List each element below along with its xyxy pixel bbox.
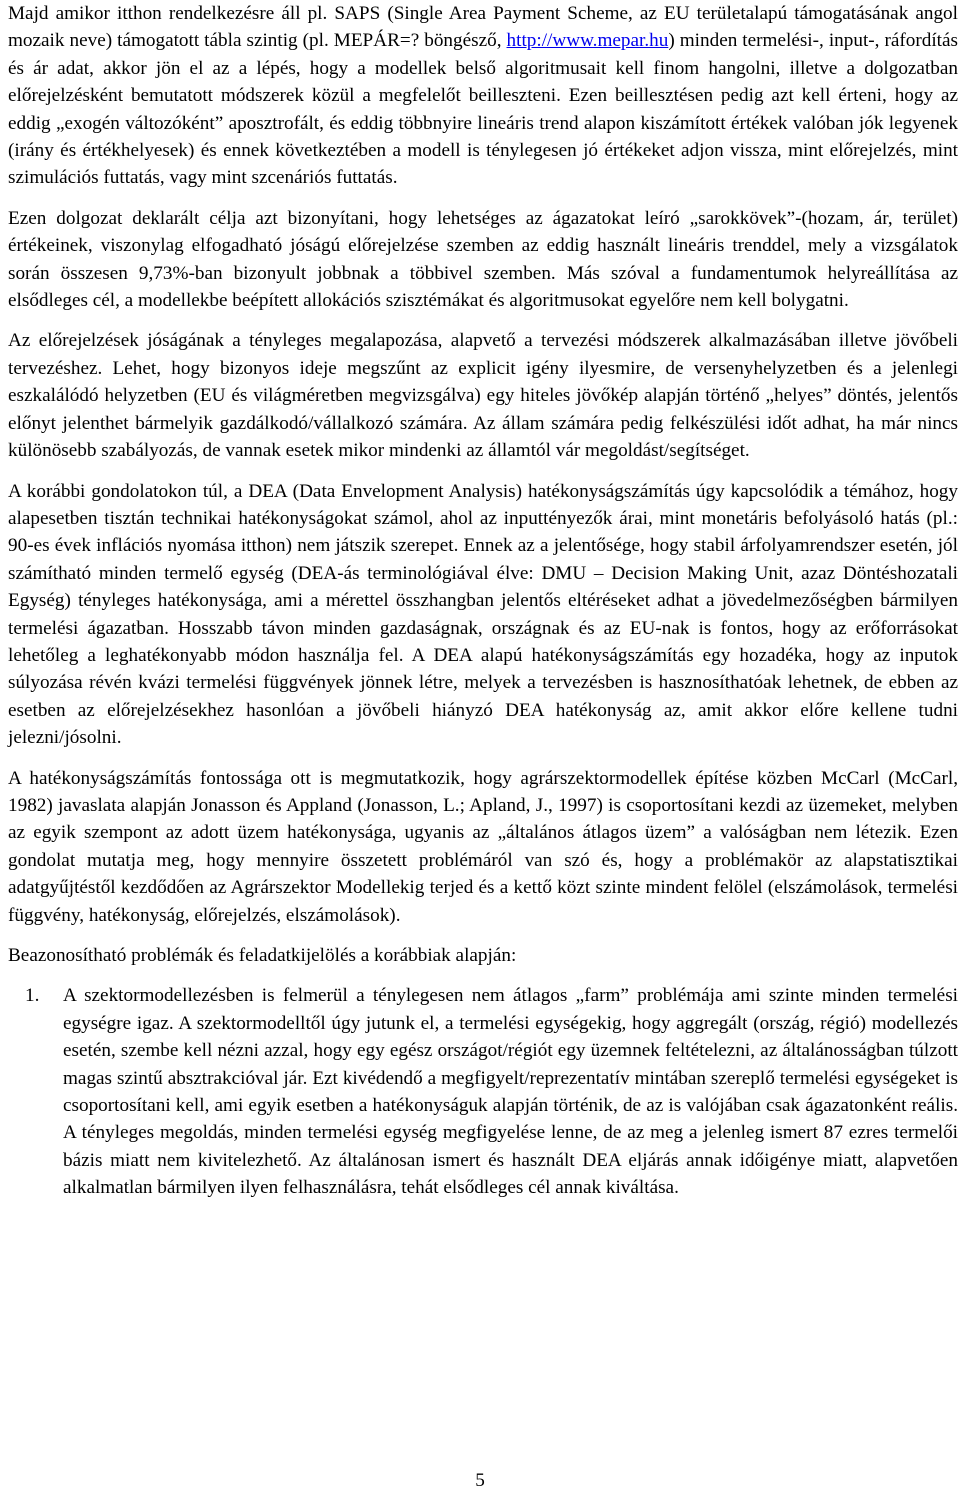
- paragraph-3: Az előrejelzések jóságának a tényleges megalapozása, alapvető a tervezési módszerek alkalmazásában illetve jövőbeli tervezéshez. Lehet, hogy bizonyos ideje megszűnt az explicit igény ilyesmire, de versenyhelyzetben és a jelenlegi eszkalálódó helyzetben (EU és világméretben megvizsgálva) egy hiteles jövőkép alapján történő „helyes” döntés, jelentős előnyt jelenthet bármelyik gazdálkodó/vállalkozó számára. Az állam számára pedig felkészülési időt adhat, ha már nincs különösebb szabályozás, de vannak esetek mikor mindenki az államtól vár megoldást/segítséget.: [8, 330, 958, 462]
- paragraph-1-rest: ) minden termelési-, input-, ráfordítás és ár adat, akkor jön el az a lépés, hogy a modellek belső algoritmusait kell finom hangolni, illetve a dolgozatban előrejelzésként bemutatott módszerek közül a megfelelőt beilleszteni. Ezen beillesztésen pedig azt kell érteni, hogy az eddig „exogén változóként” aposztrofált, és eddig többnyire lineáris trend alapon kiszámított értékek valóban jók legyenek (irány és értékhelyesek) és ennek következtében a modell is ténylegesen jó értékeket adjon vissza, mint előrejelzés, mint szimulációs futtatás, vagy mint szcenáriós futtatás.: [8, 30, 958, 189]
- problem-list: [8, 982, 958, 1201]
- paragraph-2: Ezen dolgozat deklarált célja azt bizonyítani, hogy lehetséges az ágazatokat leíró „sarokkövek”-(hozam, ár, terület) értékeinek, viszonylag elfogadható jóságú előrejelzése szemben az eddig használt lineáris trenddel, mely a vizsgálatok során összesen 9,73%-ban bizonyult jobbnak a többivel szemben. Más szóval a fundamentumok helyreállítása az elsődleges cél, a modellekbe beépített allokációs szisztémákat és algoritmusokat egyelőre nem kell bolygatni.: [8, 207, 958, 312]
- paragraph-5: A hatékonyságszámítás fontossága ott is megmutatkozik, hogy agrárszektormodellek építése közben McCarl (McCarl, 1982) javaslata alapján Jonasson és Appland (Jonasson, L.; Apland, J., 1997) is csoportosítani kezdi az üzemeket, melyben az egyik szempont az adott üzem hatékonysága, ugyanis az „általános átlagos üzem” a valóságban nem létezik. Ezen gondolat mutatja meg, hogy mennyire összetett problémáról van szó és, hogy a problémakör az alapstatisztikai adatgyűjtéstől kezdődően az Agrárszektor Modellekig terjed és a kettő közt szinte mindent felölel (elszámolások, termelési függvény, hatékonyság, előrejelzés, elszámolások).: [8, 767, 958, 926]
- mepar-link[interactable]: http://www.mepar.hu: [506, 30, 669, 52]
- paragraph-6: Beazonosítható problémák és feladatkijelölés a korábbiak alapján:: [8, 945, 517, 966]
- list-item-text: A szektormodellezésben is felmerül a ténylegesen nem átlagos „farm” problémája ami szinte minden termelési egységre igaz. A szektormodelltől úgy jutunk el, a termelési egységekig, hogy aggregált (ország, régió) modellezés esetén, szembe kell nézni azzal, hogy egy egész országot/régiót egy üzemnek feltételezni, az általánosságban túlzott magas szintű absztrakcióval jár. Ezt kivédendő a megfigyelt/reprezentatív mintában szereplő termelési egységeket is csoportosítani kell, ami egyik esetben a hatékonyságuk alapján történik, de az is valójában csak ágazatonként reális. A tényleges megoldás, minden termelési egység megfigyelése lenne, de az meg a jelenleg ismert 87 ezres termelői bázis miatt nem kivitelezhető. Az általánosan ismert és használt DEA eljárás annak időigénye miatt, alapvetően alkalmatlan bármilyen ilyen felhasználásra, tehát elsődleges cél annak kiváltása.: [63, 985, 958, 1199]
- paragraph-1-start: Majd amikor itthon rendelkezésre áll pl. SAPS (Single Area Payment Scheme, az EU területalapú támogatásának angol mozaik neve) támogatott tábla szintig (pl. MEPÁR=? böngésző,: [8, 3, 958, 52]
- paragraph-1: [8, 0, 958, 192]
- page-number: 5: [475, 1470, 485, 1491]
- document-page: [8, 0, 958, 1202]
- paragraph-4: A korábbi gondolatokon túl, a DEA (Data Envelopment Analysis) hatékonyságszámítás úgy kapcsolódik a témához, hogy alapesetben tisztán technikai hatékonyságokat számol, ahol az inputtényezők árai, mint monetáris befolyásoló hatás (pl.: 90-es évek inflációs nyomása itthon) nem játszik szerepet. Ennek az a jelentősége, hogy stabil árfolyamrendszer esetén, jól számítható minden termelő egység (DEA-ás terminológiával élve: DMU – Decision Making Unit, azaz Döntéshozatali Egység) tényleges hatékonysága, ami a mérettel összhangban jelentős eltéréseket adhat a jövedelmezőségben bármilyen termelési ágazatban. Hosszabb távon minden gazdaságnak, országnak és az EU-nak is fontos, hogy az erőforrásokat lehetőleg a leghatékonyabb módon használja fel. A DEA alapú hatékonyságszámítás egy hozadéka, hogy az inputok súlyozása révén kvázi termelési függvények jönnek létre, melyek a tervezésben is hasznosíthatóak lehetnek, de ebben az esetben az előrejelzésekhez hasonlóan a jövőbeli hiányzó DEA hatékonyság az, amit akkor előre kellene tudni jelezni/jósolni.: [8, 480, 958, 749]
- list-item-number: 1.: [25, 985, 40, 1007]
- list-item: [8, 982, 958, 1201]
